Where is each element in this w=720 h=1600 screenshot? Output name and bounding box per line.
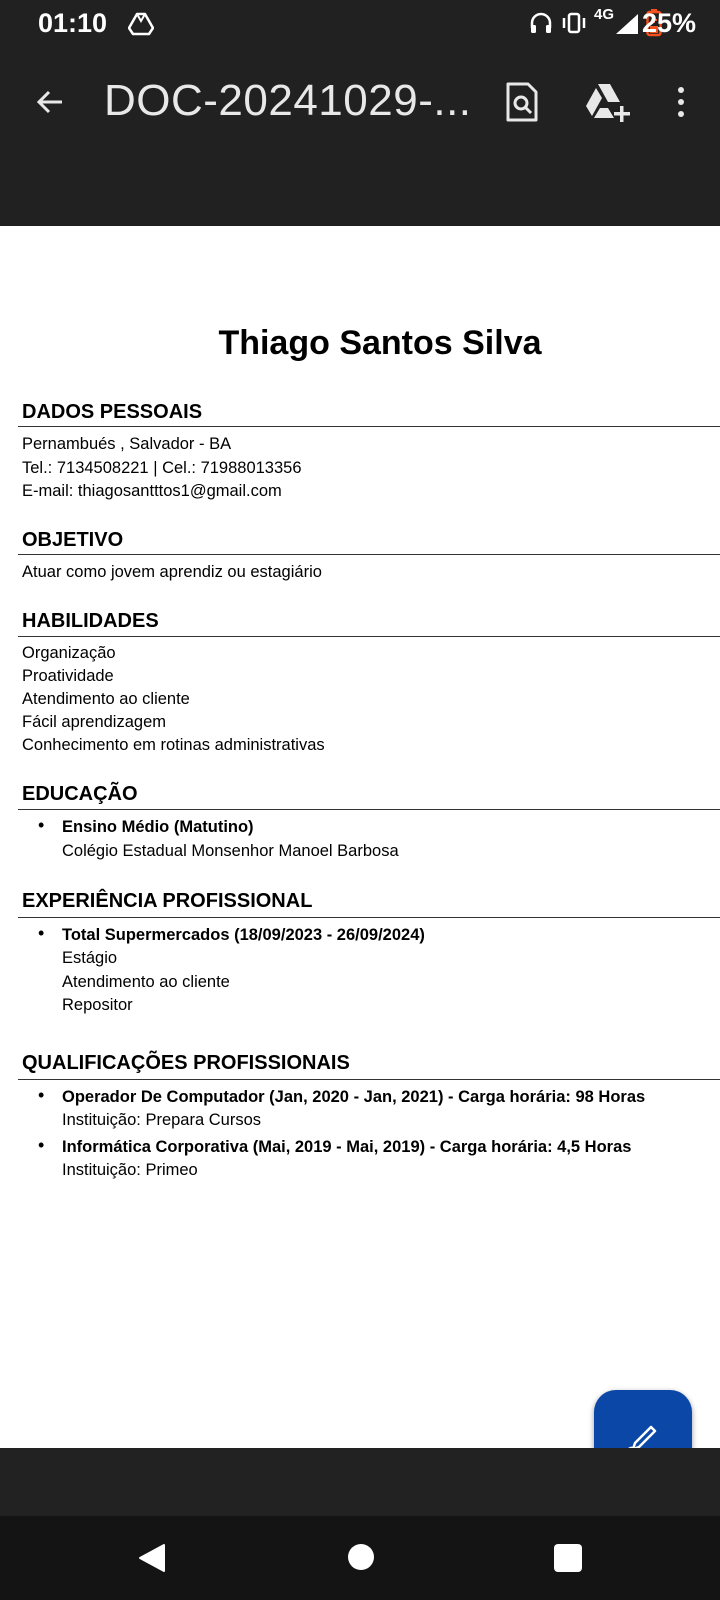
bullet-marker: • — [38, 815, 45, 835]
drive-add-icon — [584, 80, 632, 124]
nav-back-button[interactable] — [136, 1542, 168, 1574]
skill-item: Proatividade — [22, 667, 114, 685]
nav-home-button[interactable] — [348, 1544, 374, 1570]
experience-line: Repositor — [62, 996, 133, 1014]
objective-text: Atuar como jovem aprendiz ou estagiário — [22, 563, 322, 581]
document-title: DOC-20241029-... — [104, 76, 472, 125]
vibrate-icon — [560, 10, 588, 36]
experience-line: Estágio — [62, 949, 118, 967]
address-line: Pernambués , Salvador - BA — [22, 435, 232, 453]
experience-line: Atendimento ao cliente — [62, 973, 230, 991]
section-heading-qualifications: QUALIFICAÇÕES PROFISSIONAIS — [22, 1052, 350, 1074]
section-divider — [18, 636, 720, 637]
qualification-title: Informática Corporativa (Mai, 2019 - Mai, 2019) - Carga horária: 4,5 Horas — [62, 1138, 632, 1156]
status-time: 01:10 — [38, 8, 108, 38]
find-in-document-button[interactable] — [502, 80, 546, 124]
email-line: E-mail: thiagosantttos1@gmail.com — [22, 482, 282, 500]
cv-name: Thiago Santos Silva — [218, 324, 542, 362]
triangle-back-icon — [136, 1542, 168, 1574]
signal-icon — [594, 8, 640, 38]
app-bar — [0, 50, 720, 226]
section-divider — [18, 554, 720, 555]
nav-recents-button[interactable] — [554, 1544, 582, 1572]
section-heading-skills: HABILIDADES — [22, 610, 159, 632]
more-options-button[interactable] — [666, 80, 696, 124]
bullet-marker: • — [38, 1135, 45, 1155]
skill-item: Conhecimento em rotinas administrativas — [22, 736, 325, 754]
section-divider — [18, 809, 720, 810]
bullet-marker: • — [38, 1085, 45, 1105]
section-heading-personal: DADOS PESSOAIS — [22, 401, 203, 423]
back-button[interactable] — [28, 80, 72, 124]
section-divider — [18, 426, 720, 427]
status-bar — [0, 0, 720, 50]
drive-notification-icon — [128, 12, 154, 36]
skill-item: Atendimento ao cliente — [22, 690, 190, 708]
section-divider — [18, 1079, 720, 1080]
arrow-back-icon — [34, 86, 66, 118]
skill-item: Organização — [22, 644, 116, 662]
bullet-marker: • — [38, 923, 45, 943]
qualification-detail: Instituição: Primeo — [62, 1161, 198, 1179]
battery-percent: 25% — [641, 8, 696, 38]
experience-title: Total Supermercados (18/09/2023 - 26/09/2024) — [62, 926, 425, 944]
section-divider — [18, 917, 720, 918]
skill-item: Fácil aprendizagem — [22, 713, 166, 731]
education-title: Ensino Médio (Matutino) — [62, 818, 254, 836]
section-heading-objective: OBJETIVO — [22, 529, 124, 551]
document-page — [0, 226, 720, 1448]
qualification-title: Operador De Computador (Jan, 2020 - Jan, 2021) - Carga horária: 98 Horas — [62, 1088, 646, 1106]
network-type-label: 4G — [594, 6, 615, 23]
search-document-icon — [502, 80, 542, 124]
add-to-drive-button[interactable] — [584, 80, 632, 124]
section-heading-experience: EXPERIÊNCIA PROFISSIONAL — [22, 890, 313, 912]
more-vert-icon — [678, 87, 684, 93]
education-detail: Colégio Estadual Monsenhor Manoel Barbosa — [62, 842, 399, 860]
system-navigation-bar — [0, 1516, 720, 1600]
phone-line: Tel.: 7134508221 | Cel.: 71988013356 — [22, 459, 302, 477]
bottom-toolbar-area — [0, 1448, 720, 1516]
section-heading-education: EDUCAÇÃO — [22, 783, 138, 805]
qualification-detail: Instituição: Prepara Cursos — [62, 1111, 262, 1129]
headphones-icon — [528, 10, 554, 36]
